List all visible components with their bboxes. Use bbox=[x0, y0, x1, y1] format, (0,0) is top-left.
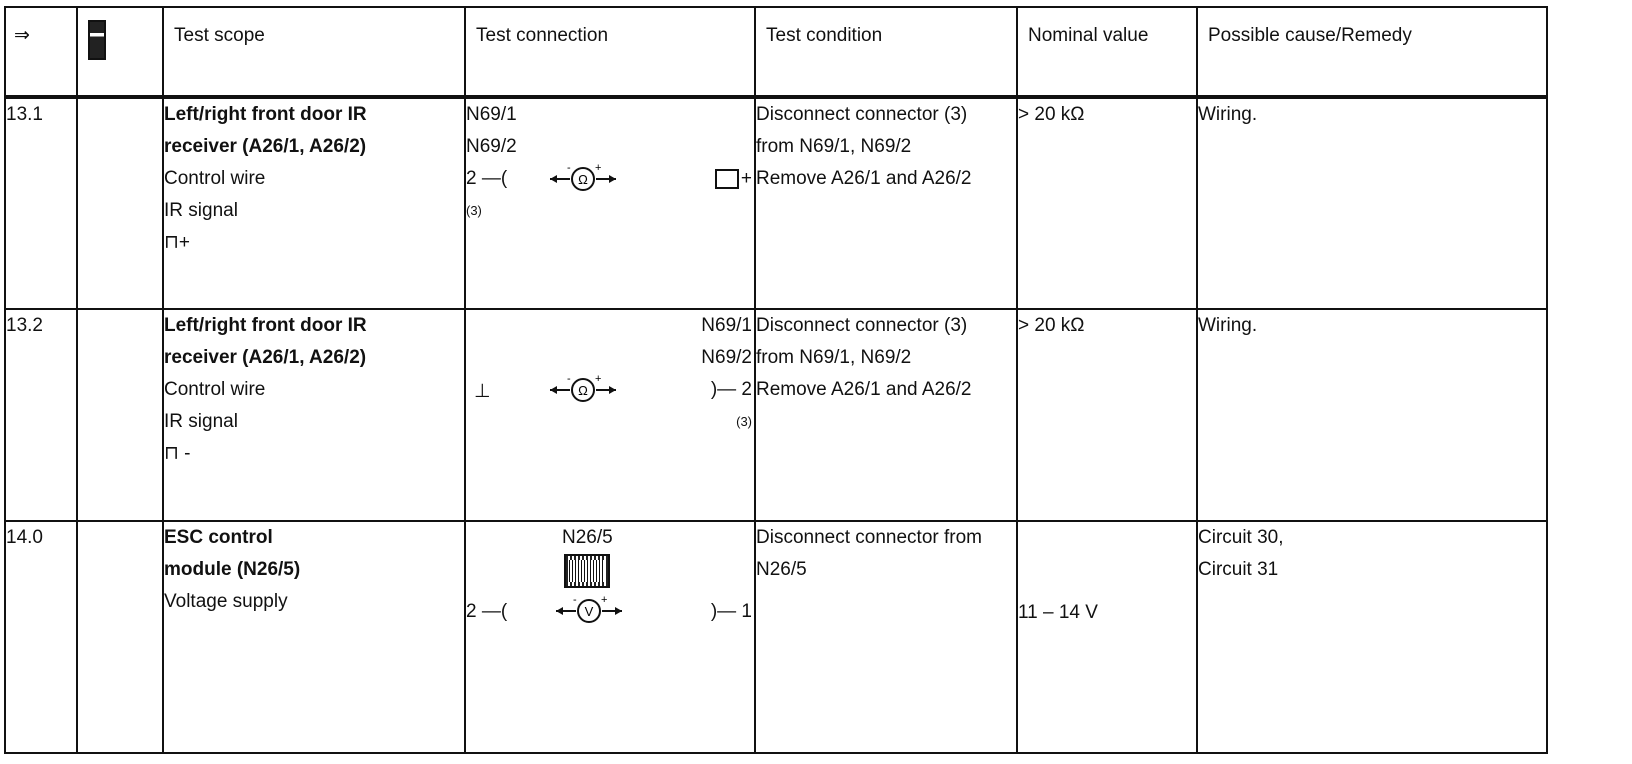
svg-text:-: - bbox=[567, 373, 571, 385]
table-row bbox=[5, 309, 1547, 521]
connection-pin: )— 1 bbox=[710, 601, 752, 622]
test-scope-header: Test scope bbox=[163, 7, 465, 97]
connection-pin: 2 —( bbox=[466, 601, 508, 622]
book-column-header bbox=[77, 7, 163, 97]
table-row bbox=[5, 521, 1547, 753]
test-table-sheet bbox=[4, 6, 1628, 760]
test-connection-cell bbox=[465, 97, 755, 309]
remedy-cell bbox=[1197, 521, 1547, 753]
remedy-line: Wiring. bbox=[1198, 315, 1258, 336]
ohmmeter-icon bbox=[548, 162, 618, 196]
book-cell bbox=[77, 97, 163, 309]
voltmeter-icon bbox=[554, 594, 624, 628]
book-cell bbox=[77, 309, 163, 521]
step-number: 13.1 bbox=[5, 97, 77, 309]
nominal-value-cell: > 20 kΩ bbox=[1017, 309, 1197, 521]
svg-text:V: V bbox=[584, 604, 594, 619]
svg-text:+: + bbox=[595, 373, 602, 385]
scope-line: Voltage supply bbox=[164, 591, 288, 612]
connection-label: N69/2 bbox=[701, 347, 752, 368]
connection-label: N69/1 bbox=[701, 315, 752, 336]
remedy-cell bbox=[1197, 97, 1547, 309]
step-number: 13.2 bbox=[5, 309, 77, 521]
remedy-line: Circuit 30, bbox=[1198, 527, 1284, 548]
test-condition-cell bbox=[755, 97, 1017, 309]
connector-note: (3) bbox=[736, 414, 752, 429]
scope-title: receiver (A26/1, A26/2) bbox=[164, 136, 367, 157]
step-number: 14.0 bbox=[5, 521, 77, 753]
connection-pin: 2 —( bbox=[466, 168, 508, 189]
test-connection-cell bbox=[465, 521, 755, 753]
condition-line: Remove A26/1 and A26/2 bbox=[756, 168, 972, 189]
connection-pin: )— 2 bbox=[710, 379, 752, 400]
ground-symbol: ⊥ bbox=[474, 381, 491, 402]
connector-note: (3) bbox=[466, 203, 482, 218]
scope-title: module (N26/5) bbox=[164, 559, 301, 580]
scope-title: Left/right front door IR bbox=[164, 315, 367, 336]
condition-line: Disconnect connector (3) bbox=[756, 315, 968, 336]
nominal-value: 11 – 14 V bbox=[1018, 602, 1098, 623]
test-condition-cell bbox=[755, 521, 1017, 753]
svg-text:+: + bbox=[601, 594, 608, 606]
table-row bbox=[5, 97, 1547, 309]
table-header-row bbox=[5, 7, 1547, 97]
scope-line: ⊓ - bbox=[164, 443, 191, 464]
test-condition-header: Test condition bbox=[755, 7, 1017, 97]
test-scope-cell bbox=[163, 97, 465, 309]
document-icon bbox=[88, 20, 106, 60]
scope-title: receiver (A26/1, A26/2) bbox=[164, 347, 367, 368]
battery-icon bbox=[715, 169, 739, 189]
scope-title: Left/right front door IR bbox=[164, 104, 367, 125]
module-label: N26/5 bbox=[562, 527, 613, 548]
svg-text:+: + bbox=[595, 162, 602, 174]
nominal-value-header: Nominal value bbox=[1017, 7, 1197, 97]
ohmmeter-icon bbox=[548, 373, 618, 407]
svg-text:-: - bbox=[573, 594, 577, 606]
remedy-cell bbox=[1197, 309, 1547, 521]
condition-line: Disconnect connector (3) bbox=[756, 104, 968, 125]
test-scope-cell bbox=[163, 521, 465, 753]
condition-line: Remove A26/1 and A26/2 bbox=[756, 379, 972, 400]
svg-text:-: - bbox=[567, 162, 571, 174]
scope-line: Control wire bbox=[164, 379, 266, 400]
control-module-icon bbox=[564, 554, 610, 588]
test-condition-cell bbox=[755, 309, 1017, 521]
test-connection-header: Test connection bbox=[465, 7, 755, 97]
scope-line: IR signal bbox=[164, 411, 238, 432]
nominal-value-cell bbox=[1017, 521, 1197, 753]
condition-line: from N69/1, N69/2 bbox=[756, 136, 912, 157]
condition-line: N26/5 bbox=[756, 559, 807, 580]
arrow-column-header: ⇒ bbox=[5, 7, 77, 97]
condition-line: Disconnect connector from bbox=[756, 527, 982, 548]
scope-line: Control wire bbox=[164, 168, 266, 189]
book-cell bbox=[77, 521, 163, 753]
remedy-line: Wiring. bbox=[1198, 104, 1258, 125]
scope-title: ESC control bbox=[164, 527, 273, 548]
test-table bbox=[4, 6, 1548, 754]
svg-text:Ω: Ω bbox=[578, 172, 588, 187]
nominal-value-cell: > 20 kΩ bbox=[1017, 97, 1197, 309]
scope-line: ⊓+ bbox=[164, 232, 190, 253]
svg-text:Ω: Ω bbox=[578, 383, 588, 398]
test-connection-cell bbox=[465, 309, 755, 521]
scope-line: IR signal bbox=[164, 200, 238, 221]
remedy-line: Circuit 31 bbox=[1198, 559, 1279, 580]
battery-terminal bbox=[715, 163, 752, 195]
possible-cause-header: Possible cause/Remedy bbox=[1197, 7, 1547, 97]
battery-sign: + bbox=[740, 168, 752, 189]
condition-line: from N69/1, N69/2 bbox=[756, 347, 912, 368]
connection-label: N69/1 bbox=[466, 104, 517, 125]
test-scope-cell bbox=[163, 309, 465, 521]
connection-label: N69/2 bbox=[466, 136, 517, 157]
